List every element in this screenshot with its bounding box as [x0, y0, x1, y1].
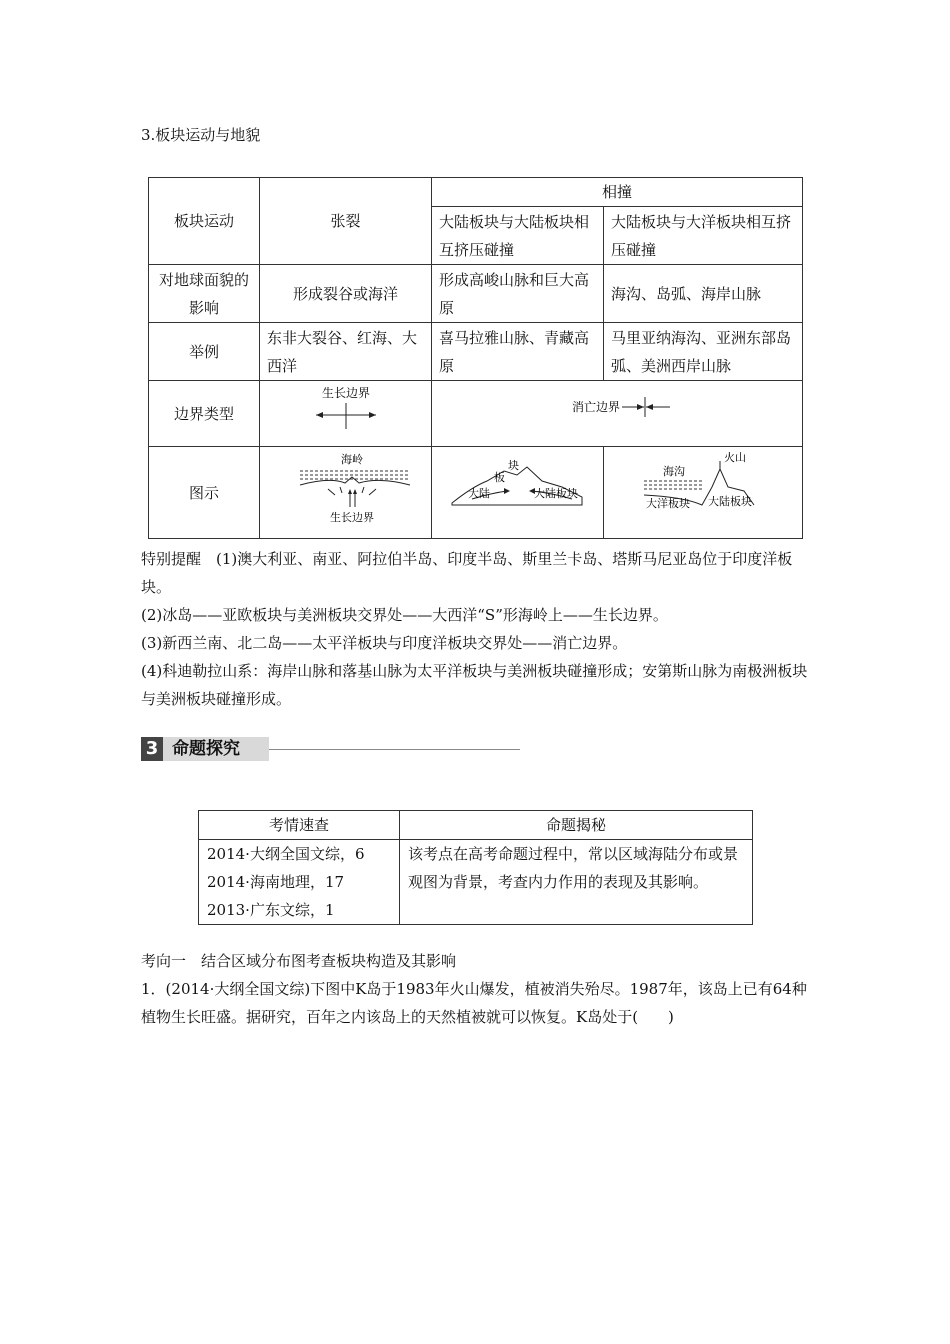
- cc-plate-label-1: 板: [494, 471, 505, 484]
- cell-split: 张裂: [260, 178, 432, 265]
- cell-split-impact: 形成裂谷或海洋: [260, 265, 432, 323]
- plate-motion-table: [148, 177, 803, 539]
- cell-cc-impact: 形成高峻山脉和巨大高原: [432, 265, 604, 323]
- row-head-impact: 对地球面貌的影响: [149, 265, 260, 323]
- destruct-boundary-label: 消亡边界: [571, 400, 620, 414]
- volcano-label: 火山: [724, 451, 746, 464]
- cell-continent-ocean: 大陆板块与大洋板块相互挤压碰撞: [604, 207, 803, 265]
- question-direction: 考向一 结合区域分布图考查板块构造及其影响: [141, 952, 457, 970]
- section-divider: [269, 749, 520, 750]
- cell-co-example: 马里亚纳海沟、亚洲东部岛弧、美洲西岸山脉: [604, 323, 803, 381]
- cc-left-label: 大陆: [468, 487, 490, 500]
- exam-items: [199, 840, 400, 925]
- cell-collide: 相撞: [432, 178, 803, 207]
- exam-info-table: [198, 810, 753, 925]
- section-number: 3: [141, 737, 163, 761]
- question-text: 1．(2014·大纲全国文综)下图中K岛于1983年火山爆发，植被消失殆尽。1987年，该岛上已有64种植物生长旺盛。据研究，百年之内该岛上的天然植被就可以恢复。K岛处于( ): [141, 980, 807, 1026]
- exam-reveal: 该考点在高考命题过程中，常以区域海陆分布或景观图为背景，考查内力作用的表现及其影响。: [400, 840, 753, 925]
- destruct-boundary-symbol: [432, 381, 803, 447]
- land-plate-label: 大陆板块: [708, 495, 752, 508]
- growth-boundary-symbol: [260, 381, 432, 447]
- cell-cc-example: 喜马拉雅山脉、青藏高原: [432, 323, 604, 381]
- note-4: (4)科迪勒拉山系：海岸山脉和落基山脉为太平洋板块与美洲板块碰撞形成；安第斯山脉为南极洲板块与美洲板块碰撞形成。: [141, 662, 808, 708]
- growth-boundary-label: 生长边界: [321, 386, 370, 400]
- ocean-plate-label: 大洋板块: [646, 497, 690, 510]
- note-3: (3)新西兰南、北二岛——太平洋板块与印度洋板块交界处——消亡边界。: [141, 634, 628, 652]
- diagram-ocean-continent: [604, 447, 803, 539]
- cell-continent-continent: 大陆板块与大陆板块相互挤压碰撞: [432, 207, 604, 265]
- section-heading: 命题探究: [172, 739, 240, 759]
- exam-item: 2013·广东文综，1: [207, 901, 335, 919]
- cc-right-label: 大陆板块: [534, 487, 578, 500]
- note-1: 特别提醒 (1)澳大利亚、南亚、阿拉伯半岛、印度半岛、斯里兰卡岛、塔斯马尼亚岛位于印度洋板块。: [141, 550, 793, 596]
- exam-head-left: 考情速查: [199, 811, 400, 840]
- row-head-example: 举例: [149, 323, 260, 381]
- rift-growth-label: 生长边界: [330, 511, 374, 524]
- cell-split-example: 东非大裂谷、红海、大西洋: [260, 323, 432, 381]
- note-2: (2)冰岛——亚欧板块与美洲板块交界处——大西洋“S”形海岭上——生长边界。: [141, 606, 668, 624]
- diagram-continental-collision: [432, 447, 604, 539]
- rift-ridge-label: 海岭: [341, 453, 363, 466]
- section-title: 3.板块运动与地貌: [141, 126, 261, 144]
- exam-item: 2014·大纲全国文综，6: [207, 845, 365, 863]
- row-head-motion: 板块运动: [149, 178, 260, 265]
- row-head-boundary: 边界类型: [149, 381, 260, 447]
- diagram-rift: [260, 447, 432, 539]
- cell-co-impact: 海沟、岛弧、海岸山脉: [604, 265, 803, 323]
- row-head-diagram: 图示: [149, 447, 260, 539]
- exam-item: 2014·海南地理，17: [207, 873, 345, 891]
- trench-label: 海沟: [663, 465, 685, 478]
- exam-head-right: 命题揭秘: [400, 811, 753, 840]
- cc-plate-label-2: 块: [508, 459, 519, 472]
